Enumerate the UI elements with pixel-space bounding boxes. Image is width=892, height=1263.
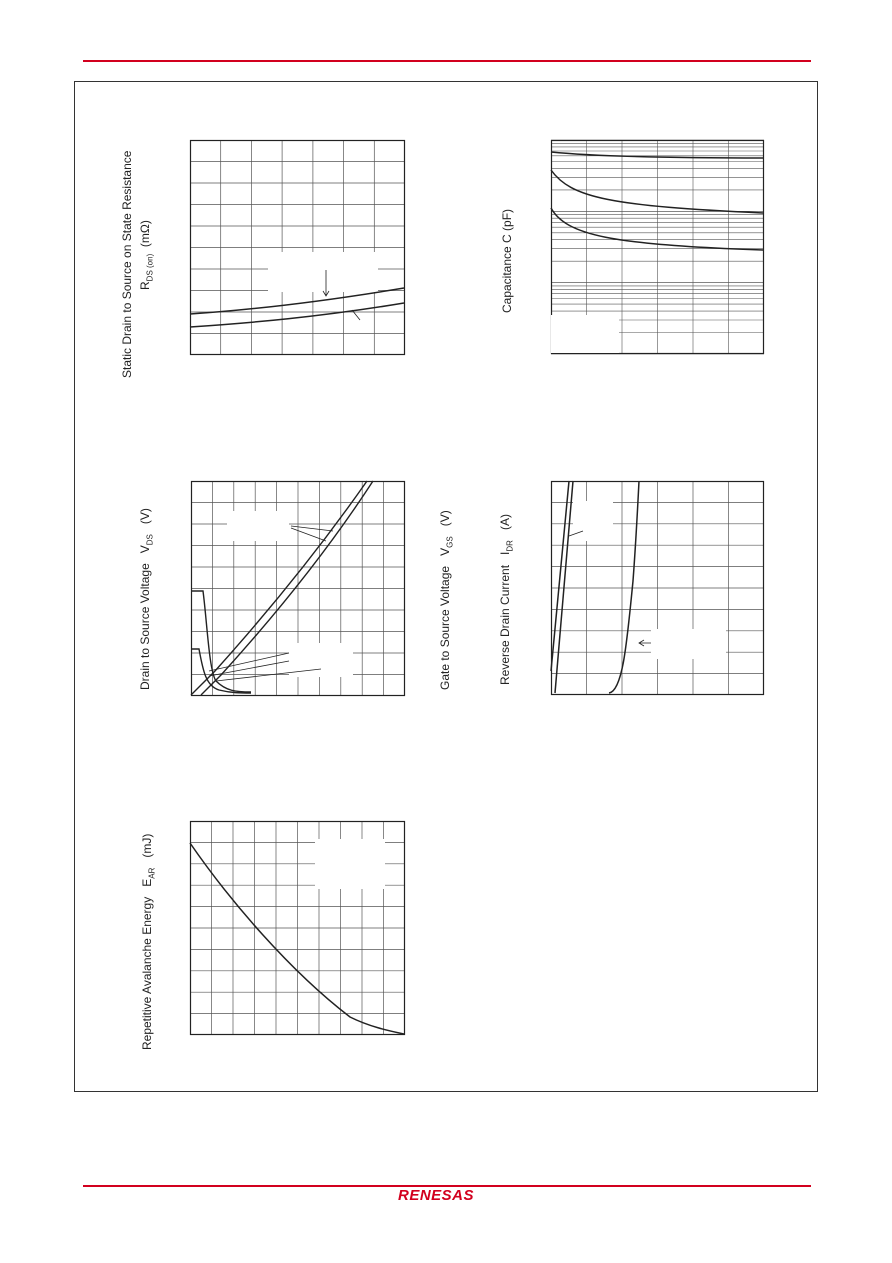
rds-label-line1: Static Drain to Source on State Resistance: [120, 150, 134, 378]
ear-axis-label: Repetitive Avalanche Energy $E_{AR}$ (mJ): [140, 833, 157, 1050]
idr-chart: [551, 481, 764, 695]
cap-curve-middle: [551, 170, 763, 213]
idr-curve-3: [609, 481, 639, 693]
rds-chart: [190, 140, 405, 355]
vgs-axis-label: Gate to Source Voltage $V_{GS}$ (V): [438, 510, 455, 690]
cap-axis-label: Capacitance C (pF): [500, 208, 514, 313]
vds-chart: [191, 481, 405, 696]
idr-pointer: [569, 531, 651, 646]
rds-curve-lower: [190, 303, 404, 327]
vds-axis-label: Drain to Source Voltage $V_{DS}$ (V): [138, 508, 155, 690]
rds-axis-label: [120, 151, 134, 378]
rds-axis-label-symbol: $R_{DS (on)}$ (mΩ): [138, 220, 155, 290]
rds-grid: [190, 140, 405, 355]
header-rule: [83, 60, 811, 62]
rds-arrow-2: [352, 310, 360, 320]
renesas-logo: RENESAS: [398, 1187, 475, 1204]
cap-curve-top: [551, 152, 763, 158]
cap-chart: [551, 140, 764, 354]
idr-curve-2: [555, 481, 573, 693]
idr-axis-label: Reverse Drain Current $I_{DR}$ (A): [498, 514, 515, 685]
ear-chart: [190, 821, 405, 1035]
